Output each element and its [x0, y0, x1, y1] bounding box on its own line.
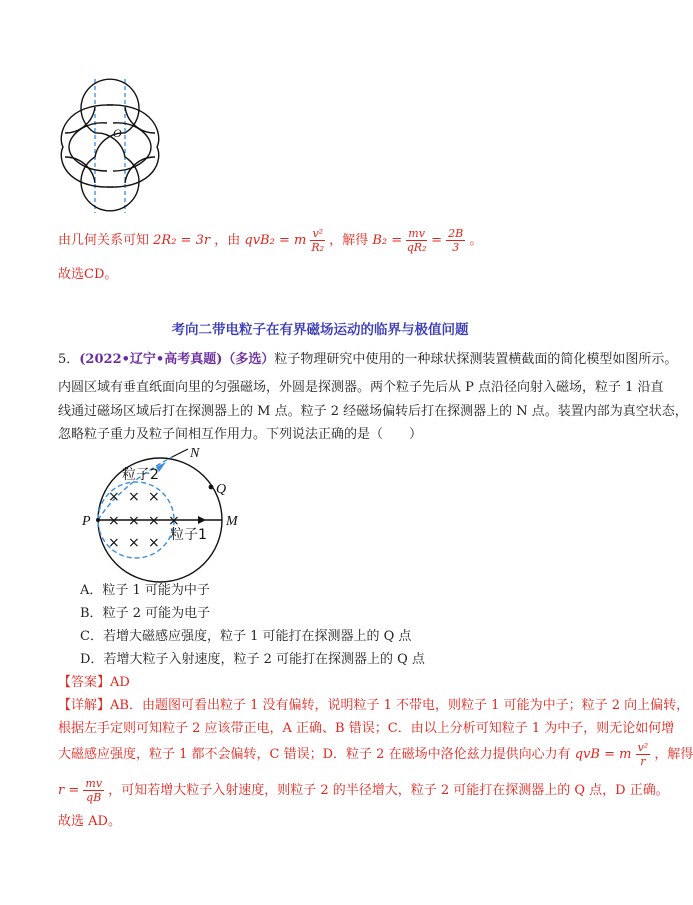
equals-sign: =	[431, 233, 442, 248]
answer-previous: 故选CD。	[58, 267, 118, 282]
label-N: N	[190, 446, 200, 461]
answer-value: AD	[110, 675, 130, 690]
detail-text-1: AB．由题图可看出粒子 1 没有偏转，说明粒子 1 不带电，则粒子 1 可能为中子；粒子 2 向上偏转，	[110, 698, 690, 713]
detail-equation-left: qvB = m	[574, 747, 632, 762]
field-cross-9: ×	[128, 535, 140, 551]
field-cross-7: ×	[168, 513, 180, 529]
question-source: (2022•辽宁•高考真题)（多选）	[79, 352, 275, 367]
detail-text-4: ，可知若增大粒子入射速度，则粒子 2 的半径增大，粒子 2 可能打在探测器上的 Q 点，D 正确。	[108, 783, 669, 798]
derivation-text-1: 由几何关系可知	[58, 233, 150, 248]
field-cross-6: ×	[148, 513, 160, 529]
derivation-line	[58, 224, 482, 258]
fraction-mv-qB: $\frac{mv}{qB}$	[85, 777, 103, 804]
option-D-letter: D．	[80, 652, 104, 667]
option-B	[80, 604, 210, 624]
equation-1: 2R₂ = 3r	[153, 233, 211, 248]
option-C-text: 若增大磁感应强度，粒子 1 可能打在探测器上的 Q 点	[102, 629, 412, 644]
field-cross-1: ×	[108, 489, 120, 505]
derivation-text-2: ，由	[214, 233, 241, 248]
detail-text-3-end: ，解得	[654, 747, 693, 762]
label-P: P	[82, 514, 91, 529]
derivation-text-4: 。	[469, 233, 483, 248]
detail-label: 【详解】	[58, 698, 111, 713]
question-first-line	[58, 350, 677, 370]
detail-line-2: 根据左手定则可知粒子 2 应该带正电，A 正确、B 错误；C．由以上分析可知粒子 1 为中子，则无论如何增	[58, 721, 675, 736]
label-Q: Q	[216, 482, 227, 497]
label-particle-1: 粒子1	[170, 527, 207, 543]
answer-label: 【答案】	[58, 675, 111, 690]
detail-line-5: 故选 AD。	[58, 814, 121, 829]
section-heading: 考向二带电粒子在有界磁场运动的临界与极值问题	[171, 322, 469, 338]
question-line-3: 线通过磁场区域后打在探测器上的 M 点。粒子 2 经磁场偏转后打在探测器上的 N 点。装置内部为真空状态，	[58, 404, 688, 419]
figure-detector	[80, 445, 250, 595]
question-number: 5．	[58, 352, 80, 367]
question-line-4: 忽略粒子重力及粒子间相互作用力。下列说法正确的是（ ）	[58, 427, 423, 442]
detail-line-4	[58, 773, 669, 809]
inner-loop	[69, 123, 151, 171]
detail-text-3: 大磁感应强度，粒子 1 都不会偏转，C 错误；D．粒子 2 在磁场中洛伦兹力提供向心力有	[58, 747, 571, 762]
option-B-text: 粒子 2 可能为电子	[102, 606, 211, 621]
field-cross-5: ×	[128, 513, 140, 529]
derivation-text-3: ，解得	[329, 233, 369, 248]
point-P-dot	[96, 518, 100, 522]
fraction-2B-3: $\frac{2B}{3}$	[448, 227, 464, 254]
fraction-v2-R2: $\frac{\text{v²}}{\text{R₂}}$	[311, 227, 325, 254]
option-D	[80, 650, 425, 670]
field-cross-2: ×	[128, 489, 140, 505]
option-A	[80, 581, 210, 601]
equation-3-left: B₂ =	[372, 233, 403, 248]
equation-2-left: qvB₂ = m	[244, 233, 307, 248]
field-cross-8: ×	[108, 535, 120, 551]
question-line-2: 内圆区域有垂直纸面向里的匀强磁场，外圆是探测器。两个粒子先后从 P 点沿径向射入磁场，粒子 1 沿直	[58, 380, 664, 395]
fraction-v2-r: $\frac{\text{v²}}{r}$	[637, 741, 649, 768]
detail-line-3	[58, 737, 693, 773]
detail-line-1	[58, 696, 689, 716]
fraction-mv-qR2: $\frac{mv}{\text{qR₂}}$	[406, 227, 427, 254]
particle-1-arrow	[198, 516, 206, 524]
detail-equation-2-left: r =	[58, 783, 80, 798]
field-cross-10: ×	[148, 535, 160, 551]
field-cross-4: ×	[108, 513, 120, 529]
label-particle-2: 粒子2	[122, 467, 159, 483]
option-C-letter: C．	[80, 629, 103, 644]
origin-label: O	[113, 126, 122, 140]
point-Q-dot	[209, 485, 214, 490]
circle-arcs	[65, 79, 155, 211]
option-A-letter: A．	[80, 583, 103, 598]
option-D-text: 若增大粒子入射速度，粒子 2 可能打在探测器上的 Q 点	[103, 652, 425, 667]
particle-2-exit	[172, 449, 188, 457]
figure-overlapping-circles	[55, 75, 165, 215]
field-cross-3: ×	[148, 489, 160, 505]
option-A-text: 粒子 1 可能为中子	[102, 583, 210, 598]
option-B-letter: B．	[80, 606, 103, 621]
answer-line	[58, 673, 130, 693]
question-line-1: 粒子物理研究中使用的一种球状探测装置横截面的简化模型如图所示。	[274, 352, 678, 367]
option-C	[80, 627, 411, 647]
label-M: M	[226, 514, 238, 529]
